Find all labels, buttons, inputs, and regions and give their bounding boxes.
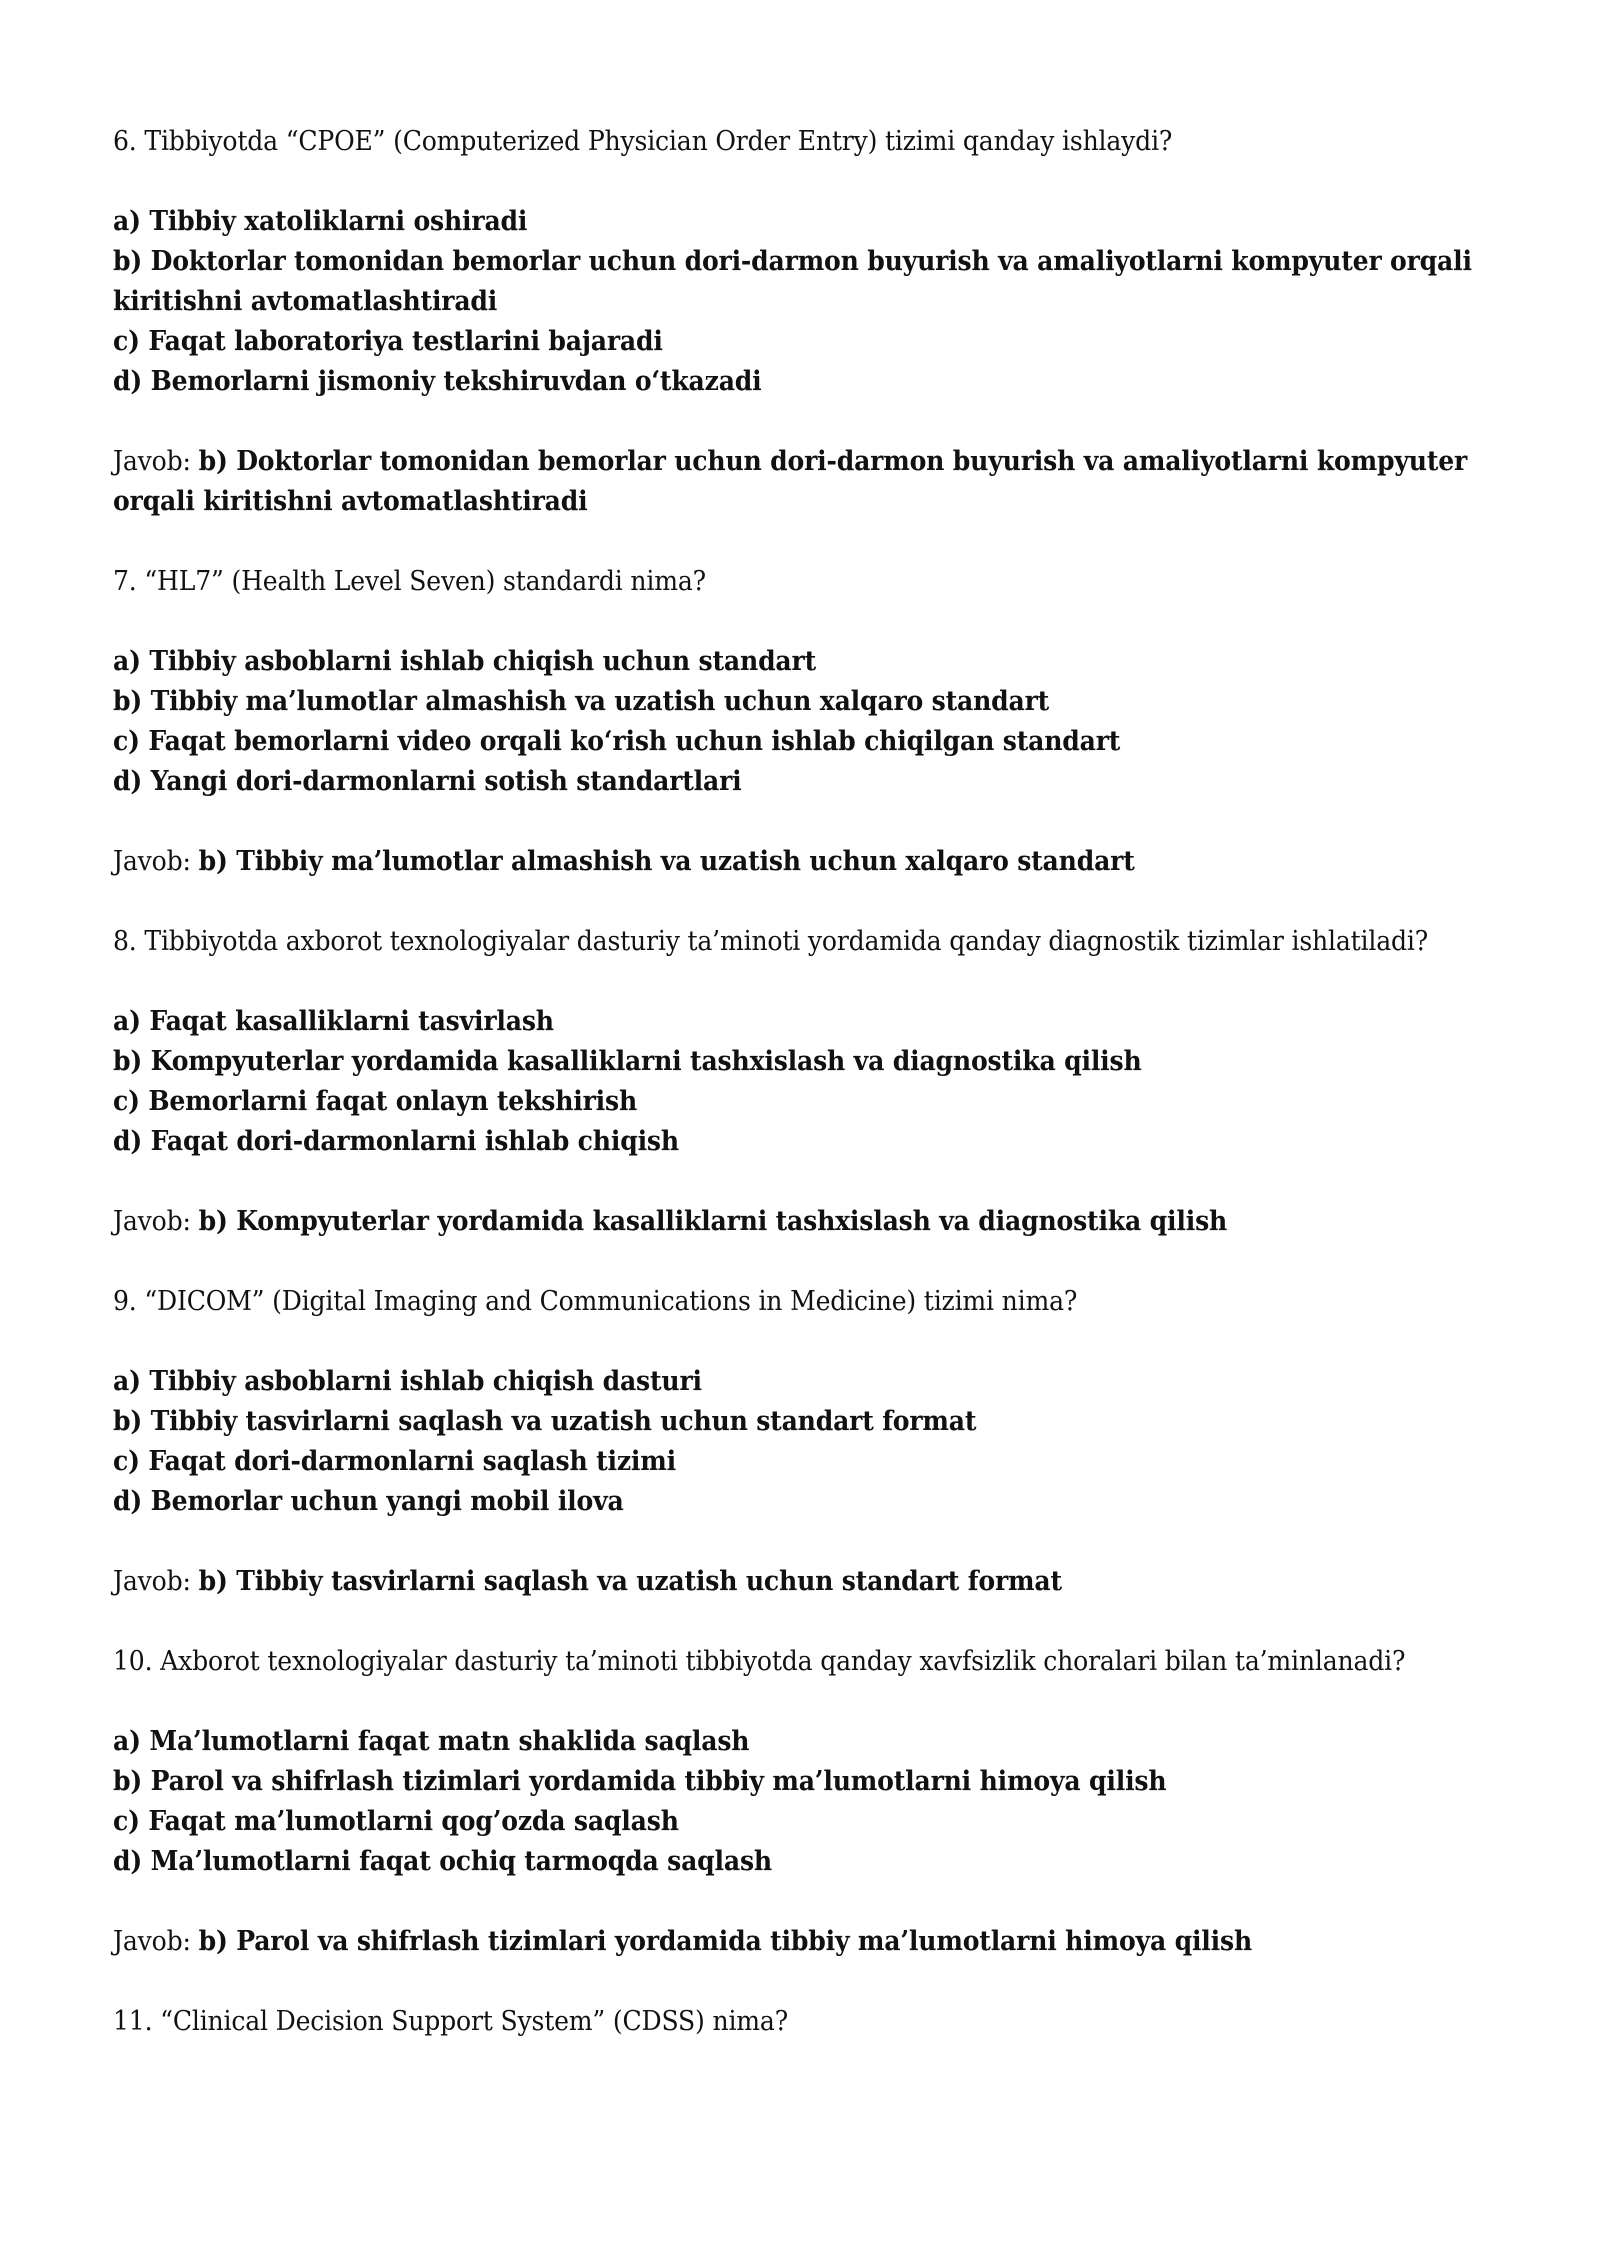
question-block-6: [113, 122, 1503, 522]
question-text: 11. “Clinical Decision Support System” (CDSS) nima?: [113, 2006, 788, 2037]
option-c: c) Faqat dori-darmonlarni saqlash tizimi: [113, 1446, 677, 1477]
option-a: a) Tibbiy asboblarni ishlab chiqish uchun standart: [113, 646, 816, 677]
answer-line: [113, 842, 1499, 882]
option-a: a) Tibbiy xatoliklarni oshiradi: [113, 206, 528, 237]
question-block-10: [113, 1642, 1503, 1962]
question-block-11: [113, 2002, 1503, 2042]
answer-line: [113, 1202, 1499, 1242]
option-d: d) Ma’lumotlarni faqat ochiq tarmoqda saqlash: [113, 1846, 772, 1877]
options-list: [113, 642, 1503, 802]
option-b: b) Kompyuterlar yordamida kasalliklarni tashxislash va diagnostika qilish: [113, 1046, 1142, 1077]
question-text: 7. “HL7” (Health Level Seven) standardi nima?: [113, 566, 706, 597]
answer-text: b) Doktorlar tomonidan bemorlar uchun dori-darmon buyurish va amaliyotlarni kompyuter orqali kiritishni avtomatlashtiradi: [113, 446, 1468, 517]
option-c: c) Bemorlarni faqat onlayn tekshirish: [113, 1086, 638, 1117]
options-list: [113, 1362, 1503, 1522]
option-d: d) Faqat dori-darmonlarni ishlab chiqish: [113, 1126, 679, 1157]
answer-label: Javob:: [113, 1206, 191, 1237]
option-a: a) Ma’lumotlarni faqat matn shaklida saqlash: [113, 1726, 750, 1757]
question-block-9: [113, 1282, 1503, 1602]
document-page: [113, 122, 1503, 2082]
answer-line: [113, 1562, 1499, 1602]
answer-line: [113, 442, 1499, 522]
question-text: 6. Tibbiyotda “CPOE” (Computerized Physician Order Entry) tizimi qanday ishlaydi?: [113, 126, 1173, 157]
option-a: a) Faqat kasalliklarni tasvirlash: [113, 1006, 554, 1037]
question-text: 10. Axborot texnologiyalar dasturiy ta’minoti tibbiyotda qanday xavfsizlik choralari bilan ta’minlanadi?: [113, 1646, 1406, 1677]
option-b: b) Tibbiy ma’lumotlar almashish va uzatish uchun xalqaro standart: [113, 686, 1050, 717]
option-c: c) Faqat laboratoriya testlarini bajaradi: [113, 326, 663, 357]
question-text: 8. Tibbiyotda axborot texnologiyalar dasturiy ta’minoti yordamida qanday diagnostik tizimlar ishlatiladi?: [113, 926, 1429, 957]
answer-text: b) Kompyuterlar yordamida kasalliklarni tashxislash va diagnostika qilish: [198, 1206, 1228, 1237]
option-d: d) Yangi dori-darmonlarni sotish standartlari: [113, 766, 742, 797]
options-list: [113, 1002, 1503, 1162]
option-c: c) Faqat bemorlarni video orqali ko‘rish uchun ishlab chiqilgan standart: [113, 726, 1121, 757]
answer-text: b) Parol va shifrlash tizimlari yordamida tibbiy ma’lumotlarni himoya qilish: [198, 1926, 1253, 1957]
answer-label: Javob:: [113, 846, 191, 877]
option-b: b) Tibbiy tasvirlarni saqlash va uzatish uchun standart format: [113, 1406, 977, 1437]
option-c: c) Faqat ma’lumotlarni qog’ozda saqlash: [113, 1806, 679, 1837]
answer-label: Javob:: [113, 446, 191, 477]
answer-line: [113, 1922, 1499, 1962]
question-block-7: [113, 562, 1503, 882]
answer-text: b) Tibbiy tasvirlarni saqlash va uzatish uchun standart format: [198, 1566, 1062, 1597]
options-list: [113, 1722, 1503, 1882]
option-a: a) Tibbiy asboblarni ishlab chiqish dasturi: [113, 1366, 702, 1397]
question-block-8: [113, 922, 1503, 1242]
answer-text: b) Tibbiy ma’lumotlar almashish va uzatish uchun xalqaro standart: [198, 846, 1135, 877]
question-text: 9. “DICOM” (Digital Imaging and Communications in Medicine) tizimi nima?: [113, 1286, 1078, 1317]
options-list: [113, 202, 1503, 402]
option-d: d) Bemorlarni jismoniy tekshiruvdan o‘tkazadi: [113, 366, 762, 397]
option-b: b) Doktorlar tomonidan bemorlar uchun dori-darmon buyurish va amaliyotlarni kompyuter orqali kiritishni avtomatlashtiradi: [113, 246, 1472, 317]
answer-label: Javob:: [113, 1926, 191, 1957]
option-b: b) Parol va shifrlash tizimlari yordamida tibbiy ma’lumotlarni himoya qilish: [113, 1766, 1167, 1797]
answer-label: Javob:: [113, 1566, 191, 1597]
option-d: d) Bemorlar uchun yangi mobil ilova: [113, 1486, 624, 1517]
